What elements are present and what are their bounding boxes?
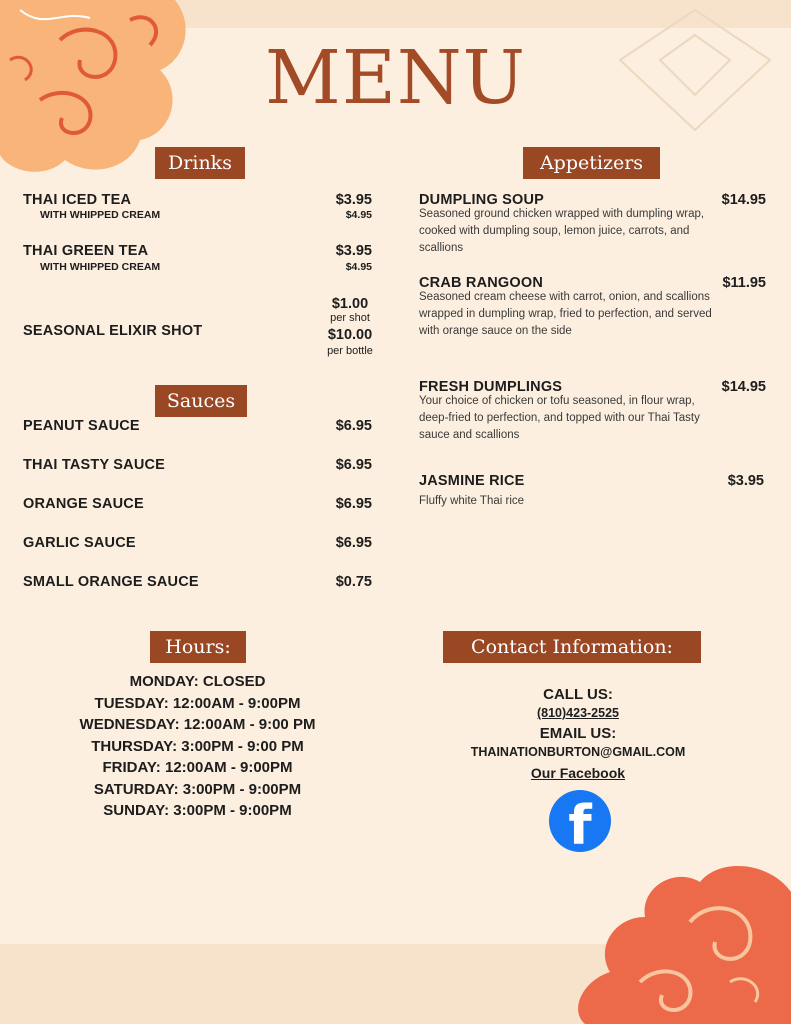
hours-row: SATURDAY: 3:00PM - 9:00PM [93,780,302,798]
drink-price: $3.95 [335,243,372,259]
swirl-decoration-bottom-right [570,862,791,1024]
appetizer-price: $11.95 [722,275,766,291]
appetizer-description: Fluffy white Thai rice [419,495,525,507]
drink-option-price: $4.95 [345,209,372,221]
appetizer-name: CRAB RANGOON [419,275,544,291]
contact-heading: Contact Information: [443,631,701,663]
sauce-name: THAI TASTY SAUCE [23,457,166,473]
appetizer-description: Your choice of chicken or tofu seasoned, in flour wrap, deep-fried to perfection, and topped with our Thai Tasty sauce and scallions [419,395,700,441]
drink-price: $1.00 [331,296,369,312]
drink-name: THAI GREEN TEA [23,243,149,259]
sauce-price: $6.95 [335,496,372,512]
hours-row: WEDNESDAY: 12:00AM - 9:00 PM [79,716,316,733]
drink-price: $3.95 [335,192,372,208]
price-unit: per bottle [327,345,373,357]
email-link[interactable]: THAINATIONBURTON@GMAIL.COM [470,745,686,759]
drink-option: WITH WHIPPED CREAM [40,261,161,273]
hours-row: THURSDAY: 3:00PM - 9:00 PM [91,737,304,755]
drink-name: THAI ICED TEA [23,192,132,208]
price-unit: per shot [330,312,370,324]
hours-row: MONDAY: CLOSED [129,673,266,690]
appetizer-name: FRESH DUMPLINGS [419,379,563,395]
appetizer-name: JASMINE RICE [419,473,525,489]
facebook-icon[interactable]: f [549,790,611,852]
appetizer-price: $14.95 [721,379,766,395]
sauce-name: ORANGE SAUCE [23,496,144,512]
drink-option-price: $4.95 [345,261,372,273]
facebook-link[interactable]: Our Facebook [530,765,626,781]
appetizer-description: Seasoned cream cheese with carrot, onion, and scallions wrapped in dumpling wrap, fried to perfection, and served with orange sauce on the side [419,291,712,337]
sauce-name: GARLIC SAUCE [23,535,136,551]
hours-heading: Hours: [150,631,246,663]
phone-link[interactable]: (810)423-2525 [536,706,619,720]
sauce-price: $0.75 [335,574,372,590]
menu-title: MENU [265,35,526,121]
hours-row: FRIDAY: 12:00AM - 9:00PM [102,759,293,776]
sauce-name: SMALL ORANGE SAUCE [23,574,199,590]
appetizer-description: Seasoned ground chicken wrapped with dumpling wrap, cooked with dumpling soup, lemon juice, carrots, and scallions [419,208,705,254]
drinks-heading: Drinks [155,147,245,179]
hours-row: SUNDAY: 3:00PM - 9:00PM [103,802,292,819]
sauce-price: $6.95 [335,535,372,551]
hours-row: TUESDAY: 12:00AM - 9:00PM [94,694,301,712]
sauce-price: $6.95 [335,457,372,473]
sauce-price: $6.95 [335,418,372,434]
appetizer-price: $3.95 [727,473,764,489]
drink-price: $10.00 [327,327,373,343]
appetizers-heading: Appetizers [523,147,660,179]
appetizer-price: $14.95 [721,192,766,208]
appetizer-name: DUMPLING SOUP [419,192,545,208]
call-label: CALL US: [543,686,613,703]
hours-list [40,671,355,822]
drink-option: WITH WHIPPED CREAM [40,209,161,221]
sauces-heading: Sauces [155,385,247,417]
email-label: EMAIL US: [539,725,617,742]
drink-name: SEASONAL ELIXIR SHOT [23,323,203,339]
sauce-name: PEANUT SAUCE [23,418,140,434]
